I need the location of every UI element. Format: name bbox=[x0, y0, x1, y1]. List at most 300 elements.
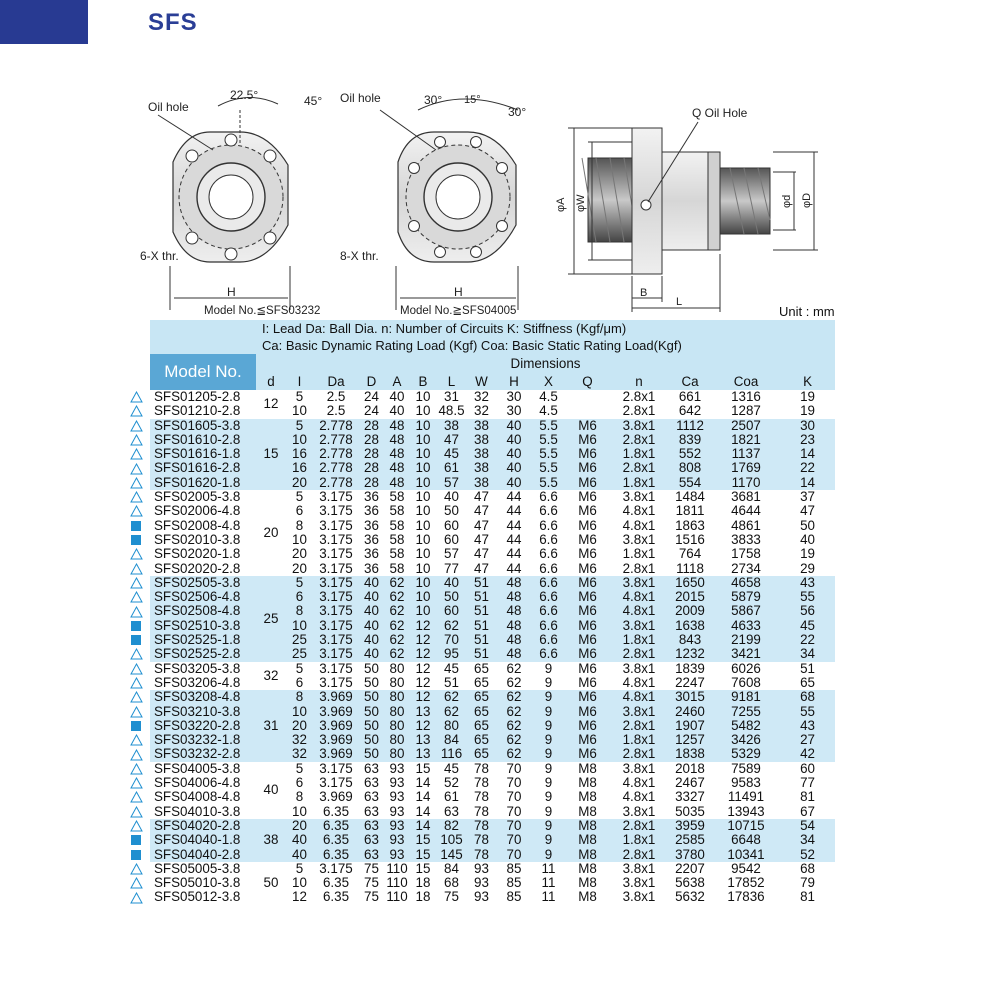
table-cell: 1137 bbox=[712, 447, 780, 461]
table-cell: 80 bbox=[436, 719, 467, 733]
table-cell: 1838 bbox=[668, 747, 712, 761]
table-cell: 4.8x1 bbox=[610, 590, 668, 604]
table-cell: 50 bbox=[436, 590, 467, 604]
table-cell: 116 bbox=[436, 747, 467, 761]
triangle-outline-icon bbox=[130, 477, 143, 489]
shaft-diameter-cell: 38 bbox=[256, 819, 286, 862]
h-dim-left: H bbox=[227, 285, 236, 299]
column-header: D bbox=[359, 374, 384, 390]
table-cell: 80 bbox=[384, 719, 410, 733]
table-cell: 50 bbox=[359, 747, 384, 761]
table-cell: 50 bbox=[359, 676, 384, 690]
table-cell: 45 bbox=[436, 662, 467, 676]
table-cell: 9 bbox=[532, 762, 565, 776]
table-cell: 70 bbox=[496, 776, 532, 790]
table-cell: 1112 bbox=[668, 419, 712, 433]
triangle-outline-icon bbox=[130, 691, 143, 703]
table-cell: 40 bbox=[384, 404, 410, 418]
table-cell: 48 bbox=[496, 590, 532, 604]
table-cell: 5.5 bbox=[532, 433, 565, 447]
table-cell: 10 bbox=[410, 562, 436, 576]
table-cell: 10 bbox=[410, 490, 436, 504]
table-cell: 4.8x1 bbox=[610, 690, 668, 704]
table-cell: 40 bbox=[436, 490, 467, 504]
table-cell: 7608 bbox=[712, 676, 780, 690]
table-cell: 3.8x1 bbox=[610, 419, 668, 433]
table-cell: 6.35 bbox=[313, 876, 359, 890]
table-cell: 14 bbox=[410, 805, 436, 819]
table-cell: 65 bbox=[467, 733, 496, 747]
oil-hole-label-middle: Oil hole bbox=[340, 91, 381, 105]
table-cell: 47 bbox=[436, 433, 467, 447]
table-cell: 44 bbox=[496, 490, 532, 504]
table-cell: 32 bbox=[467, 404, 496, 418]
table-cell: 10715 bbox=[712, 819, 780, 833]
table-cell: 5879 bbox=[712, 590, 780, 604]
table-row bbox=[150, 848, 835, 862]
table-cell: 3015 bbox=[668, 690, 712, 704]
table-cell: 38 bbox=[436, 419, 467, 433]
table-cell: 10 bbox=[410, 461, 436, 475]
model-number: SFS02006-4.8 bbox=[150, 504, 256, 518]
table-cell: 10 bbox=[410, 476, 436, 490]
table-cell: 61 bbox=[436, 790, 467, 804]
table-row bbox=[150, 633, 835, 647]
table-cell: 10 bbox=[286, 805, 313, 819]
table-cell: 65 bbox=[467, 747, 496, 761]
table-cell: 6.6 bbox=[532, 619, 565, 633]
table-cell: 12 bbox=[410, 676, 436, 690]
table-cell: 9 bbox=[532, 705, 565, 719]
table-cell: 62 bbox=[496, 719, 532, 733]
table-cell: M6 bbox=[565, 676, 610, 690]
table-cell: 47 bbox=[467, 533, 496, 547]
table-cell: M6 bbox=[565, 705, 610, 719]
table-cell: 5867 bbox=[712, 604, 780, 618]
table-cell: 70 bbox=[496, 790, 532, 804]
table-cell: 45 bbox=[436, 762, 467, 776]
table-cell: 3780 bbox=[668, 848, 712, 862]
table-cell: 57 bbox=[436, 547, 467, 561]
table-cell: 4633 bbox=[712, 619, 780, 633]
table-cell: 80 bbox=[384, 705, 410, 719]
table-cell: 28 bbox=[359, 476, 384, 490]
table-cell: 10 bbox=[410, 404, 436, 418]
shaft-diameter-cell: 12 bbox=[256, 390, 286, 419]
legend-line-1: I: Lead Da: Ball Dia. n: Number of Circuits K: Stiffness (Kgf/μm) bbox=[262, 321, 627, 336]
table-cell: M6 bbox=[565, 590, 610, 604]
legend-box bbox=[150, 320, 835, 354]
table-cell: 3.175 bbox=[313, 562, 359, 576]
table-cell: M6 bbox=[565, 419, 610, 433]
table-cell: 38 bbox=[467, 419, 496, 433]
table-cell: 40 bbox=[496, 447, 532, 461]
table-cell: 12 bbox=[286, 890, 313, 904]
table-cell: 10 bbox=[410, 547, 436, 561]
table-cell: 3.175 bbox=[313, 619, 359, 633]
triangle-outline-icon bbox=[130, 420, 143, 432]
oil-hole-label-left: Oil hole bbox=[148, 100, 189, 114]
table-cell: 78 bbox=[467, 762, 496, 776]
table-cell: M6 bbox=[565, 690, 610, 704]
angle-label-30-right: 30° bbox=[508, 105, 527, 119]
table-cell: 110 bbox=[384, 890, 410, 904]
table-cell: M6 bbox=[565, 604, 610, 618]
table-cell: 28 bbox=[359, 461, 384, 475]
table-cell: 3.175 bbox=[313, 662, 359, 676]
table-cell: 28 bbox=[359, 447, 384, 461]
table-cell: 10341 bbox=[712, 848, 780, 862]
table-cell: 31 bbox=[436, 390, 467, 404]
table-cell: 764 bbox=[668, 547, 712, 561]
table-cell: 3.8x1 bbox=[610, 805, 668, 819]
table-cell: M6 bbox=[565, 519, 610, 533]
phi-w-label: φW bbox=[575, 194, 587, 212]
table-cell: 5.5 bbox=[532, 476, 565, 490]
table-cell: 62 bbox=[496, 662, 532, 676]
table-cell: M8 bbox=[565, 833, 610, 847]
table-cell: 77 bbox=[436, 562, 467, 576]
table-cell: 93 bbox=[384, 848, 410, 862]
table-cell: 2.8x1 bbox=[610, 433, 668, 447]
table-cell: 62 bbox=[384, 576, 410, 590]
table-cell: 79 bbox=[780, 876, 835, 890]
table-cell: 105 bbox=[436, 833, 467, 847]
table-cell: 48 bbox=[496, 633, 532, 647]
table-cell: 6.6 bbox=[532, 576, 565, 590]
column-header: W bbox=[467, 374, 496, 390]
triangle-outline-icon bbox=[130, 505, 143, 517]
stock-square-icon bbox=[130, 620, 143, 632]
table-cell: 58 bbox=[384, 547, 410, 561]
table-cell: 55 bbox=[780, 705, 835, 719]
table-cell: 3.8x1 bbox=[610, 876, 668, 890]
table-cell: 30 bbox=[780, 419, 835, 433]
table-cell: 48 bbox=[384, 476, 410, 490]
table-cell: 52 bbox=[780, 848, 835, 862]
triangle-outline-icon bbox=[130, 749, 143, 761]
model-number: SFS01210-2.8 bbox=[150, 404, 256, 418]
table-cell: 1638 bbox=[668, 619, 712, 633]
table-cell: 75 bbox=[359, 862, 384, 876]
table-cell: 40 bbox=[496, 433, 532, 447]
table-cell: 1769 bbox=[712, 461, 780, 475]
stock-square-icon bbox=[130, 849, 143, 861]
table-cell: 2.8x1 bbox=[610, 747, 668, 761]
table-cell: 28 bbox=[359, 419, 384, 433]
table-cell: 6 bbox=[286, 590, 313, 604]
table-cell: 44 bbox=[496, 504, 532, 518]
table-row bbox=[150, 890, 835, 904]
table-cell: 25 bbox=[286, 633, 313, 647]
table-cell: 2.8x1 bbox=[610, 819, 668, 833]
table-row bbox=[150, 676, 835, 690]
table-cell: 32 bbox=[286, 747, 313, 761]
dimensions-header: Dimensions bbox=[256, 354, 835, 374]
table-cell: 6 bbox=[286, 776, 313, 790]
table-cell: M6 bbox=[565, 562, 610, 576]
table-cell: M8 bbox=[565, 876, 610, 890]
table-cell: 14 bbox=[410, 776, 436, 790]
table-cell: 67 bbox=[780, 805, 835, 819]
table-cell: 1516 bbox=[668, 533, 712, 547]
table-cell: 5 bbox=[286, 576, 313, 590]
table-cell: 51 bbox=[467, 604, 496, 618]
triangle-outline-icon bbox=[130, 391, 143, 403]
table-cell: 9 bbox=[532, 790, 565, 804]
table-cell: 48 bbox=[496, 647, 532, 661]
table-cell: 62 bbox=[496, 747, 532, 761]
table-cell: 80 bbox=[384, 690, 410, 704]
table-cell: M6 bbox=[565, 633, 610, 647]
table-cell: 1.8x1 bbox=[610, 476, 668, 490]
table-cell: 6.6 bbox=[532, 633, 565, 647]
table-cell: M6 bbox=[565, 662, 610, 676]
table-cell: 85 bbox=[496, 890, 532, 904]
stock-square-icon bbox=[130, 834, 143, 846]
table-cell: 38 bbox=[467, 476, 496, 490]
table-cell: 10 bbox=[410, 504, 436, 518]
shaft-diameter-cell: 32 bbox=[256, 662, 286, 691]
table-cell: 5632 bbox=[668, 890, 712, 904]
table-row bbox=[150, 490, 835, 504]
table-cell: 2199 bbox=[712, 633, 780, 647]
l-dim-label: L bbox=[676, 296, 683, 308]
table-cell: 9 bbox=[532, 662, 565, 676]
table-row bbox=[150, 562, 835, 576]
table-cell: 23 bbox=[780, 433, 835, 447]
table-cell: 32 bbox=[286, 733, 313, 747]
triangle-outline-icon bbox=[130, 606, 143, 618]
angle-label-45: 45° bbox=[304, 94, 323, 108]
model-number: SFS03205-3.8 bbox=[150, 662, 256, 676]
table-cell: 44 bbox=[496, 547, 532, 561]
table-cell: 6.6 bbox=[532, 604, 565, 618]
table-cell: 44 bbox=[496, 562, 532, 576]
table-cell: 10 bbox=[410, 533, 436, 547]
table-cell: 3.8x1 bbox=[610, 862, 668, 876]
table-cell: 3.8x1 bbox=[610, 576, 668, 590]
triangle-outline-icon bbox=[130, 548, 143, 560]
table-cell: 11491 bbox=[712, 790, 780, 804]
table-cell: 62 bbox=[384, 619, 410, 633]
table-cell: 40 bbox=[496, 461, 532, 475]
table-row bbox=[150, 433, 835, 447]
model-number: SFS02505-3.8 bbox=[150, 576, 256, 590]
table-cell: 10 bbox=[410, 576, 436, 590]
table-cell: 10 bbox=[286, 404, 313, 418]
table-row bbox=[150, 747, 835, 761]
table-cell: 80 bbox=[384, 662, 410, 676]
model-number: SFS04006-4.8 bbox=[150, 776, 256, 790]
table-cell: 40 bbox=[286, 848, 313, 862]
table-cell: 2585 bbox=[668, 833, 712, 847]
table-cell: 10 bbox=[410, 590, 436, 604]
angle-label-22-5: 22.5° bbox=[230, 88, 259, 102]
table-cell: 14 bbox=[410, 790, 436, 804]
table-cell: 60 bbox=[436, 533, 467, 547]
table-cell: 51 bbox=[780, 662, 835, 676]
table-cell: 2.8x1 bbox=[610, 647, 668, 661]
table-cell: 62 bbox=[496, 733, 532, 747]
table-cell: 6.6 bbox=[532, 562, 565, 576]
table-cell: 1.8x1 bbox=[610, 547, 668, 561]
table-cell: 3.969 bbox=[313, 705, 359, 719]
table-cell: 11 bbox=[532, 890, 565, 904]
model-number: SFS02508-4.8 bbox=[150, 604, 256, 618]
table-cell: 51 bbox=[467, 590, 496, 604]
table-cell: M8 bbox=[565, 776, 610, 790]
table-cell: M6 bbox=[565, 490, 610, 504]
table-cell: 65 bbox=[780, 676, 835, 690]
table-cell: M6 bbox=[565, 461, 610, 475]
table-cell: 839 bbox=[668, 433, 712, 447]
table-cell: 3.175 bbox=[313, 633, 359, 647]
table-cell: 75 bbox=[359, 876, 384, 890]
column-header: Da bbox=[313, 374, 359, 390]
table-cell: 10 bbox=[410, 519, 436, 533]
phi-d-big-label: φD bbox=[801, 192, 813, 208]
table-row bbox=[150, 719, 835, 733]
table-cell: 11 bbox=[532, 862, 565, 876]
table-cell: 5 bbox=[286, 862, 313, 876]
table-cell: 93 bbox=[467, 876, 496, 890]
table-cell: 44 bbox=[496, 519, 532, 533]
table-cell: 40 bbox=[359, 590, 384, 604]
table-cell: 6.6 bbox=[532, 547, 565, 561]
table-cell: 93 bbox=[467, 862, 496, 876]
table-cell: M8 bbox=[565, 848, 610, 862]
table-cell: 30 bbox=[496, 390, 532, 404]
table-cell: 5 bbox=[286, 662, 313, 676]
table-cell: 2.8x1 bbox=[610, 848, 668, 862]
triangle-outline-icon bbox=[130, 591, 143, 603]
table-cell: 80 bbox=[384, 747, 410, 761]
model-number: SFS01205-2.8 bbox=[150, 390, 256, 404]
table-cell: 40 bbox=[359, 647, 384, 661]
table-cell: 63 bbox=[436, 805, 467, 819]
column-header: d bbox=[256, 374, 286, 390]
table-cell: 10 bbox=[410, 447, 436, 461]
row-markers bbox=[128, 0, 148, 1000]
triangle-outline-icon bbox=[130, 448, 143, 460]
table-cell: 110 bbox=[384, 862, 410, 876]
model-number: SFS03206-4.8 bbox=[150, 676, 256, 690]
table-cell: 36 bbox=[359, 504, 384, 518]
table-cell: 29 bbox=[780, 562, 835, 576]
table-cell: 3.175 bbox=[313, 604, 359, 618]
table-row bbox=[150, 461, 835, 475]
table-cell: 54 bbox=[780, 819, 835, 833]
table-cell: 7255 bbox=[712, 705, 780, 719]
table-cell bbox=[565, 390, 610, 404]
table-cell: M6 bbox=[565, 719, 610, 733]
triangle-outline-icon bbox=[130, 763, 143, 775]
table-cell: 12 bbox=[410, 662, 436, 676]
table-cell: 145 bbox=[436, 848, 467, 862]
table-cell: 9542 bbox=[712, 862, 780, 876]
table-cell: 65 bbox=[467, 690, 496, 704]
table-cell: 5.5 bbox=[532, 461, 565, 475]
table-cell: 38 bbox=[467, 447, 496, 461]
table-cell: 65 bbox=[467, 705, 496, 719]
table-row bbox=[150, 733, 835, 747]
table-cell: 3.175 bbox=[313, 862, 359, 876]
table-cell: 63 bbox=[359, 805, 384, 819]
table-cell: 2015 bbox=[668, 590, 712, 604]
table-cell: 9 bbox=[532, 819, 565, 833]
table-cell: 36 bbox=[359, 547, 384, 561]
table-cell: 3.8x1 bbox=[610, 890, 668, 904]
table-cell: 51 bbox=[467, 576, 496, 590]
model-number: SFS01605-3.8 bbox=[150, 419, 256, 433]
table-cell: 62 bbox=[384, 590, 410, 604]
column-header: Ca bbox=[668, 374, 712, 390]
table-cell: 9181 bbox=[712, 690, 780, 704]
table-cell: 10 bbox=[286, 705, 313, 719]
table-cell: 50 bbox=[780, 519, 835, 533]
table-cell: M6 bbox=[565, 447, 610, 461]
table-row bbox=[150, 533, 835, 547]
table-cell: 6.6 bbox=[532, 519, 565, 533]
spec-table bbox=[150, 320, 835, 905]
table-cell: 2.778 bbox=[313, 433, 359, 447]
table-cell bbox=[565, 404, 610, 418]
table-cell: 50 bbox=[359, 662, 384, 676]
table-cell: 75 bbox=[359, 890, 384, 904]
table-cell: 3.175 bbox=[313, 776, 359, 790]
table-cell: 44 bbox=[496, 533, 532, 547]
table-cell: 12 bbox=[410, 619, 436, 633]
table-cell: 58 bbox=[384, 519, 410, 533]
table-cell: 40 bbox=[496, 419, 532, 433]
table-cell: 554 bbox=[668, 476, 712, 490]
table-row bbox=[150, 590, 835, 604]
table-cell: 12 bbox=[410, 647, 436, 661]
table-cell: 6.35 bbox=[313, 890, 359, 904]
table-cell: 2.5 bbox=[313, 404, 359, 418]
table-cell: M6 bbox=[565, 619, 610, 633]
table-cell: 3.969 bbox=[313, 719, 359, 733]
table-cell: 62 bbox=[496, 676, 532, 690]
table-cell: 43 bbox=[780, 719, 835, 733]
table-cell: 47 bbox=[467, 504, 496, 518]
table-cell: 25 bbox=[286, 647, 313, 661]
model-number: SFS03232-2.8 bbox=[150, 747, 256, 761]
table-cell: 3.175 bbox=[313, 576, 359, 590]
table-row bbox=[150, 876, 835, 890]
table-cell: M6 bbox=[565, 533, 610, 547]
table-cell: 3.175 bbox=[313, 647, 359, 661]
table-cell: M8 bbox=[565, 862, 610, 876]
table-cell: 62 bbox=[436, 619, 467, 633]
table-cell: 3.175 bbox=[313, 762, 359, 776]
table-cell: 68 bbox=[780, 690, 835, 704]
table-row bbox=[150, 547, 835, 561]
model-number: SFS02008-4.8 bbox=[150, 519, 256, 533]
table-cell: 36 bbox=[359, 533, 384, 547]
column-header: n bbox=[610, 374, 668, 390]
table-cell: 48 bbox=[384, 433, 410, 447]
table-cell: 1811 bbox=[668, 504, 712, 518]
triangle-outline-icon bbox=[130, 734, 143, 746]
table-cell: 78 bbox=[467, 848, 496, 862]
table-cell: 93 bbox=[384, 790, 410, 804]
table-cell: 57 bbox=[436, 476, 467, 490]
table-cell: 37 bbox=[780, 490, 835, 504]
table-cell: 12 bbox=[410, 690, 436, 704]
table-cell: 22 bbox=[780, 461, 835, 475]
